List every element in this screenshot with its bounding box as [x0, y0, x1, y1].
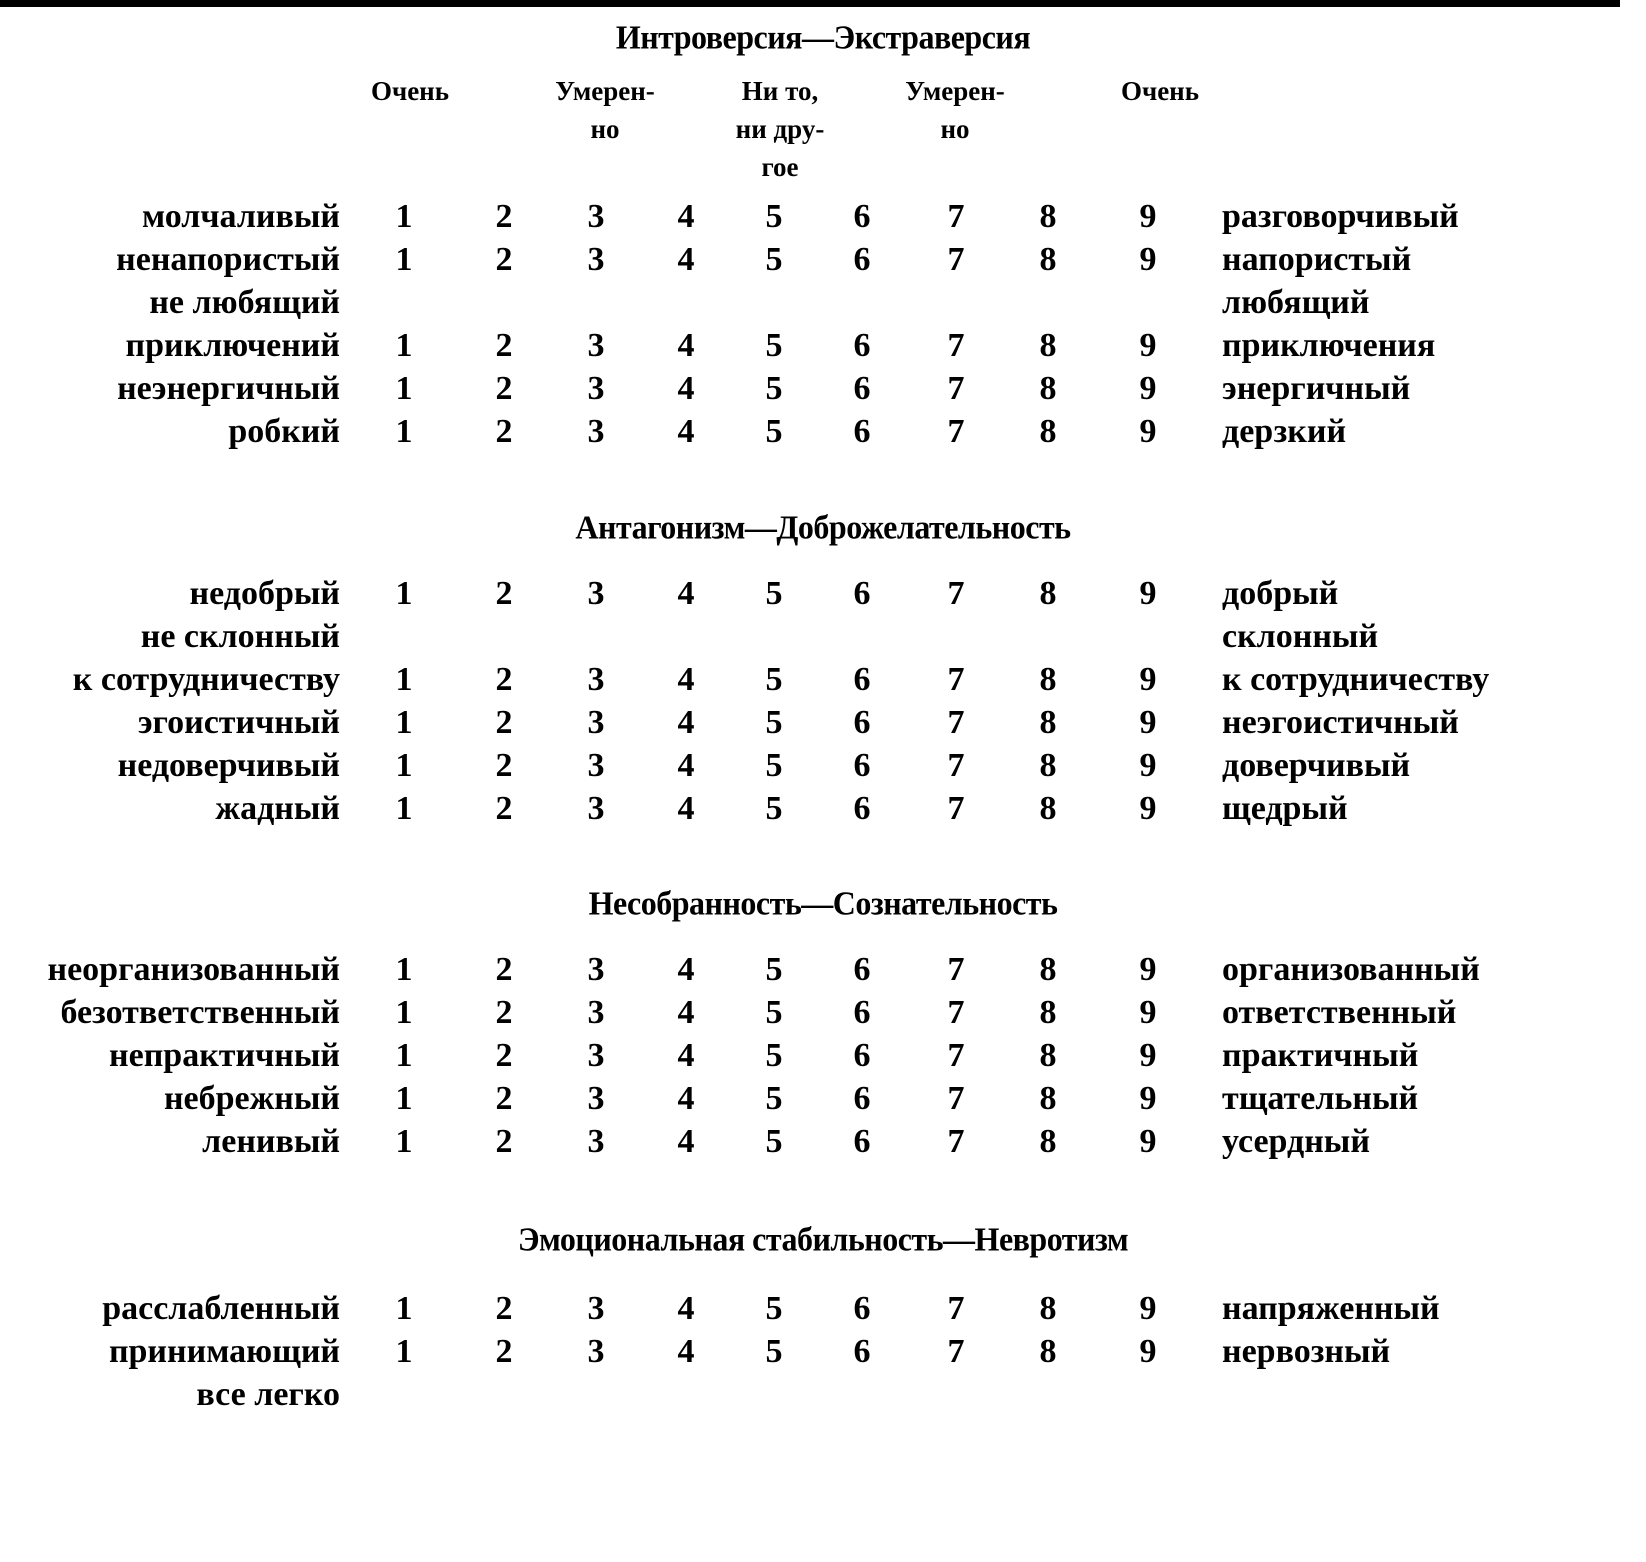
scale-number-4: 4: [677, 704, 695, 741]
scale-number-2: 2: [495, 198, 513, 235]
scale-number-7: 7: [947, 1080, 965, 1117]
scale-number-9: 9: [1139, 1123, 1157, 1160]
scale-number-6: 6: [853, 1290, 871, 1327]
scale-number-3: 3: [587, 327, 605, 364]
scale-number-6: 6: [853, 704, 871, 741]
section-title-antagonism-agreeableness: Антагонизм—Доброжелательность: [575, 508, 1071, 546]
right-label: склонный: [1222, 618, 1379, 655]
scale-number-2: 2: [495, 704, 513, 741]
scale-number-6: 6: [853, 1333, 871, 1370]
scale-number-6: 6: [853, 790, 871, 827]
scale-number-5: 5: [765, 1333, 783, 1370]
scale-number-6: 6: [853, 241, 871, 278]
scale-number-4: 4: [677, 327, 695, 364]
scale-number-7: 7: [947, 241, 965, 278]
scale-number-2: 2: [495, 994, 513, 1031]
scale-number-6: 6: [853, 370, 871, 407]
scale-number-5: 5: [765, 661, 783, 698]
right-label: дерзкий: [1222, 413, 1347, 450]
scale-number-9: 9: [1139, 1037, 1157, 1074]
scale-number-9: 9: [1139, 747, 1157, 784]
left-label: неорганизованный: [47, 951, 340, 988]
scale-number-6: 6: [853, 1080, 871, 1117]
right-label: добрый: [1222, 575, 1339, 612]
left-label: небрежный: [163, 1080, 340, 1117]
right-label: доверчивый: [1222, 747, 1411, 784]
scale-number-8: 8: [1039, 327, 1057, 364]
right-label: к сотрудничеству: [1222, 661, 1490, 698]
scale-number-6: 6: [853, 1123, 871, 1160]
scale-number-2: 2: [495, 241, 513, 278]
scale-number-4: 4: [677, 1080, 695, 1117]
left-label: недобрый: [189, 575, 340, 612]
scale-number-5: 5: [765, 327, 783, 364]
scale-number-2: 2: [495, 790, 513, 827]
scale-number-8: 8: [1039, 1037, 1057, 1074]
scale-number-5: 5: [765, 370, 783, 407]
scale-number-1: 1: [395, 1290, 413, 1327]
scale-number-7: 7: [947, 413, 965, 450]
scale-number-7: 7: [947, 704, 965, 741]
scale-number-7: 7: [947, 951, 965, 988]
right-label: энергичный: [1222, 370, 1411, 407]
scale-number-4: 4: [677, 790, 695, 827]
scale-number-4: 4: [677, 1290, 695, 1327]
scale-number-9: 9: [1139, 241, 1157, 278]
scale-number-4: 4: [677, 747, 695, 784]
left-label: безответственный: [60, 994, 340, 1031]
scale-number-8: 8: [1039, 370, 1057, 407]
scale-number-7: 7: [947, 790, 965, 827]
scale-number-7: 7: [947, 1333, 965, 1370]
right-label: практичный: [1222, 1037, 1419, 1074]
scale-number-3: 3: [587, 661, 605, 698]
scale-number-8: 8: [1039, 747, 1057, 784]
scale-number-4: 4: [677, 951, 695, 988]
scale-number-6: 6: [853, 327, 871, 364]
scale-number-2: 2: [495, 951, 513, 988]
scale-number-5: 5: [765, 575, 783, 612]
scale-number-3: 3: [587, 1080, 605, 1117]
scale-number-1: 1: [395, 241, 413, 278]
scale-number-2: 2: [495, 327, 513, 364]
scale-number-8: 8: [1039, 951, 1057, 988]
scale-number-3: 3: [587, 575, 605, 612]
scale-header-moderate-right: Умерен- но: [905, 76, 1005, 144]
right-label: организованный: [1222, 951, 1480, 988]
scale-number-8: 8: [1039, 1333, 1057, 1370]
scale-number-9: 9: [1139, 327, 1157, 364]
section-title-disorganization-conscientiousness: Несобранность—Сознательность: [588, 884, 1058, 922]
scale-number-9: 9: [1139, 413, 1157, 450]
scale-number-3: 3: [587, 413, 605, 450]
scale-header-neutral: Ни то, ни дру- гое: [735, 76, 825, 182]
scale-number-6: 6: [853, 747, 871, 784]
scale-number-5: 5: [765, 1080, 783, 1117]
scale-number-2: 2: [495, 1123, 513, 1160]
scale-number-3: 3: [587, 747, 605, 784]
scale-number-4: 4: [677, 1037, 695, 1074]
scale-number-8: 8: [1039, 790, 1057, 827]
scale-number-4: 4: [677, 994, 695, 1031]
scale-number-3: 3: [587, 790, 605, 827]
scale-number-5: 5: [765, 413, 783, 450]
scale-number-3: 3: [587, 994, 605, 1031]
scale-number-5: 5: [765, 1037, 783, 1074]
scale-number-5: 5: [765, 951, 783, 988]
scale-number-4: 4: [677, 1333, 695, 1370]
scale-number-7: 7: [947, 994, 965, 1031]
scale-number-1: 1: [395, 747, 413, 784]
right-label: приключения: [1222, 327, 1436, 364]
left-label: непрактичный: [109, 1037, 340, 1074]
scale-number-8: 8: [1039, 661, 1057, 698]
scale-number-2: 2: [495, 413, 513, 450]
scale-number-9: 9: [1139, 370, 1157, 407]
scale-header-moderate-left: Умерен- но: [555, 76, 655, 144]
left-label: недоверчивый: [117, 747, 340, 784]
scale-number-1: 1: [395, 661, 413, 698]
scale-number-8: 8: [1039, 575, 1057, 612]
scale-number-4: 4: [677, 370, 695, 407]
scale-number-7: 7: [947, 327, 965, 364]
right-label: усердный: [1222, 1123, 1370, 1160]
scale-number-5: 5: [765, 747, 783, 784]
scale-number-9: 9: [1139, 704, 1157, 741]
left-label: принимающий: [108, 1333, 340, 1370]
right-label: тщательный: [1222, 1080, 1419, 1117]
scale-number-8: 8: [1039, 1080, 1057, 1117]
left-label: ленивый: [202, 1123, 340, 1160]
right-label: неэгоистичный: [1222, 704, 1459, 741]
scale-number-7: 7: [947, 1123, 965, 1160]
scale-number-6: 6: [853, 951, 871, 988]
scale-number-7: 7: [947, 370, 965, 407]
scale-number-7: 7: [947, 747, 965, 784]
scale-number-5: 5: [765, 790, 783, 827]
scale-number-3: 3: [587, 1290, 605, 1327]
right-label: напористый: [1222, 241, 1412, 278]
scale-number-3: 3: [587, 951, 605, 988]
left-label: жадный: [215, 790, 340, 827]
scale-number-4: 4: [677, 661, 695, 698]
scale-number-2: 2: [495, 1290, 513, 1327]
scale-number-9: 9: [1139, 575, 1157, 612]
scale-number-5: 5: [765, 704, 783, 741]
scale-number-5: 5: [765, 1123, 783, 1160]
scale-number-4: 4: [677, 1123, 695, 1160]
scale-number-9: 9: [1139, 994, 1157, 1031]
scale-number-2: 2: [495, 1037, 513, 1074]
left-label: не склонный: [140, 618, 340, 655]
left-label: эгоистичный: [137, 704, 340, 741]
scale-number-2: 2: [495, 1333, 513, 1370]
scale-number-6: 6: [853, 994, 871, 1031]
scale-number-2: 2: [495, 370, 513, 407]
scale-number-3: 3: [587, 1037, 605, 1074]
scale-number-1: 1: [395, 704, 413, 741]
scale-number-4: 4: [677, 413, 695, 450]
scale-number-5: 5: [765, 994, 783, 1031]
scale-number-1: 1: [395, 1080, 413, 1117]
scale-number-6: 6: [853, 661, 871, 698]
scale-number-1: 1: [395, 413, 413, 450]
scale-number-9: 9: [1139, 951, 1157, 988]
scale-number-6: 6: [853, 575, 871, 612]
scale-number-1: 1: [395, 951, 413, 988]
scale-number-7: 7: [947, 1290, 965, 1327]
scale-header-very-right: Очень: [1120, 76, 1200, 106]
scale-number-1: 1: [395, 370, 413, 407]
scale-number-5: 5: [765, 241, 783, 278]
left-label: неэнергичный: [117, 370, 340, 407]
scale-number-8: 8: [1039, 994, 1057, 1031]
scale-number-2: 2: [495, 1080, 513, 1117]
left-label: все легко: [196, 1376, 340, 1413]
scale-number-5: 5: [765, 198, 783, 235]
scale-number-1: 1: [395, 1123, 413, 1160]
left-label: не любящий: [149, 284, 340, 321]
right-label: разговорчивый: [1222, 198, 1459, 235]
scale-number-8: 8: [1039, 241, 1057, 278]
scale-number-1: 1: [395, 1037, 413, 1074]
left-label: молчаливый: [142, 198, 340, 235]
scale-number-8: 8: [1039, 198, 1057, 235]
scale-header-very-left: Очень: [370, 76, 450, 106]
left-label: ненапористый: [116, 241, 340, 278]
scale-number-4: 4: [677, 198, 695, 235]
right-label: нервозный: [1222, 1333, 1391, 1370]
scale-number-9: 9: [1139, 198, 1157, 235]
scale-number-1: 1: [395, 575, 413, 612]
scale-number-3: 3: [587, 370, 605, 407]
scale-number-6: 6: [853, 198, 871, 235]
left-label: расслабленный: [102, 1290, 340, 1327]
scale-number-7: 7: [947, 661, 965, 698]
left-label: робкий: [228, 413, 340, 450]
scale-number-9: 9: [1139, 1333, 1157, 1370]
scale-number-9: 9: [1139, 661, 1157, 698]
section-title-introversion-extraversion: Интроверсия—Экстраверсия: [615, 18, 1031, 56]
scale-number-1: 1: [395, 327, 413, 364]
right-label: щедрый: [1222, 790, 1348, 827]
scale-number-6: 6: [853, 413, 871, 450]
scale-number-1: 1: [395, 1333, 413, 1370]
scale-number-3: 3: [587, 241, 605, 278]
scale-number-8: 8: [1039, 704, 1057, 741]
scale-number-1: 1: [395, 790, 413, 827]
scale-number-7: 7: [947, 1037, 965, 1074]
scale-number-8: 8: [1039, 1290, 1057, 1327]
scale-number-2: 2: [495, 747, 513, 784]
scale-number-8: 8: [1039, 1123, 1057, 1160]
scale-number-1: 1: [395, 994, 413, 1031]
right-label: напряженный: [1222, 1290, 1440, 1327]
scale-number-4: 4: [677, 241, 695, 278]
scale-number-7: 7: [947, 575, 965, 612]
left-label: к сотрудничеству: [72, 661, 340, 698]
scale-number-3: 3: [587, 198, 605, 235]
scale-number-9: 9: [1139, 1080, 1157, 1117]
scale-number-7: 7: [947, 198, 965, 235]
scale-number-8: 8: [1039, 413, 1057, 450]
scale-number-4: 4: [677, 575, 695, 612]
scale-number-3: 3: [587, 1123, 605, 1160]
scale-number-3: 3: [587, 1333, 605, 1370]
scale-number-3: 3: [587, 704, 605, 741]
scale-number-2: 2: [495, 575, 513, 612]
scale-number-6: 6: [853, 1037, 871, 1074]
right-label: ответственный: [1222, 994, 1457, 1031]
scale-number-5: 5: [765, 1290, 783, 1327]
scale-number-1: 1: [395, 198, 413, 235]
scale-number-2: 2: [495, 661, 513, 698]
scale-number-9: 9: [1139, 790, 1157, 827]
right-label: любящий: [1222, 284, 1370, 321]
left-label: приключений: [125, 327, 340, 364]
section-title-emotional-stability-neuroticism: Эмоциональная стабильность—Невротизм: [517, 1220, 1129, 1258]
scale-number-9: 9: [1139, 1290, 1157, 1327]
